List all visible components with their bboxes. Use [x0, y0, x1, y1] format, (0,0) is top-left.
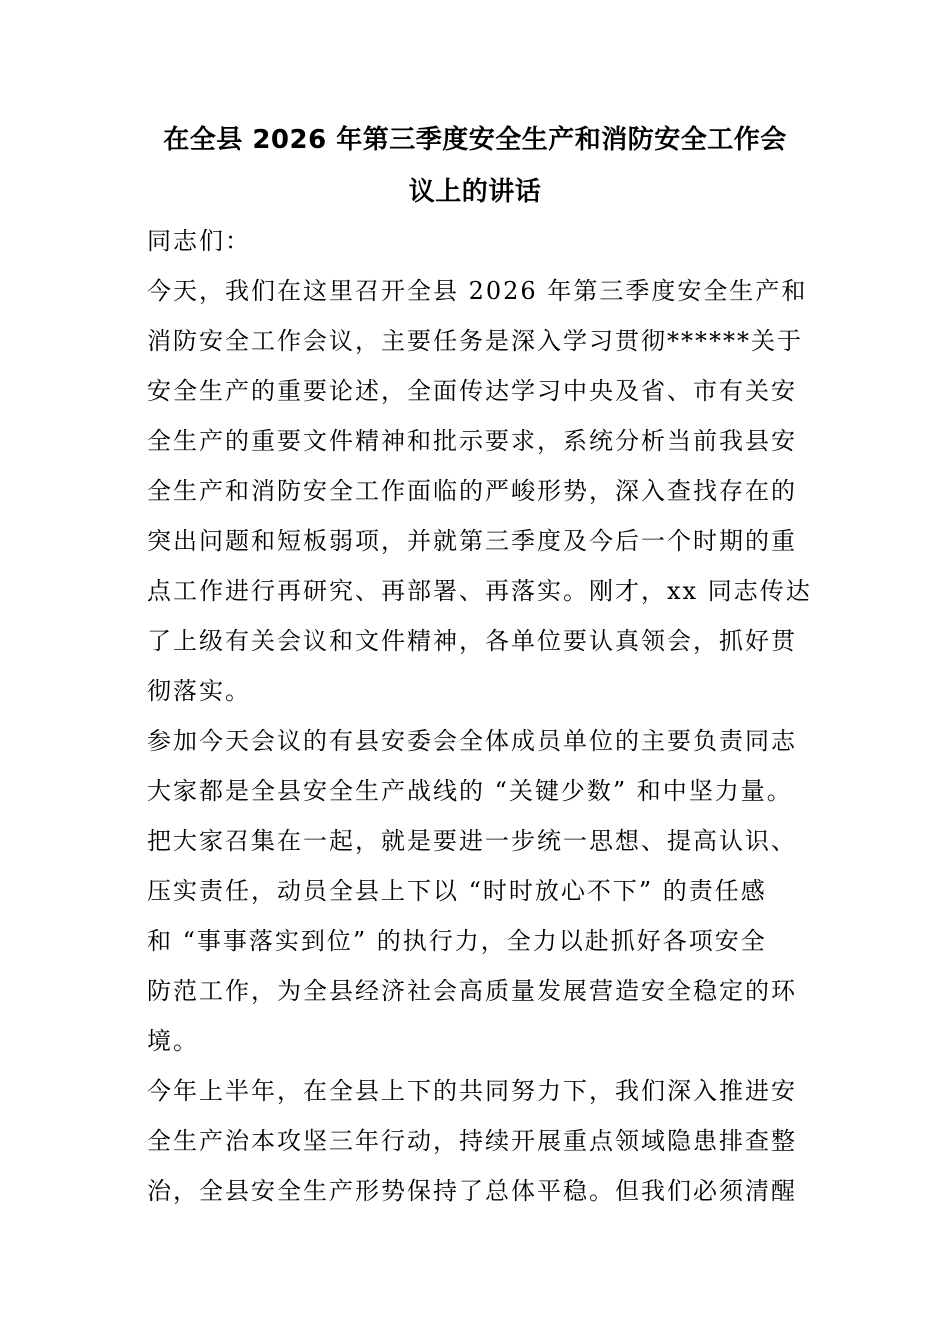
body-line: 安全生产的重要论述，全面传达学习中央及省、市有关安	[147, 377, 797, 405]
body-line: 消防安全工作会议，主要任务是深入学习贯彻******关于	[147, 327, 803, 355]
body-line: 全生产和消防安全工作面临的严峻形势，深入查找存在的	[147, 477, 797, 505]
body-line: 了上级有关会议和文件精神，各单位要认真领会，抓好贯	[147, 627, 797, 655]
body-line: 全生产的重要文件精神和批示要求，系统分析当前我县安	[147, 427, 797, 455]
body-line: 参加今天会议的有县安委会全体成员单位的主要负责同志	[147, 727, 797, 755]
body-line: 突出问题和短板弱项，并就第三季度及今后一个时期的重	[147, 527, 797, 555]
body-line: 防范工作，为全县经济社会高质量发展营造安全稳定的环	[147, 977, 797, 1005]
body-line: 治，全县安全生产形势保持了总体平稳。但我们必须清醒	[147, 1177, 797, 1205]
body-line: 全生产治本攻坚三年行动，持续开展重点领域隐患排查整	[147, 1127, 797, 1155]
body-line: 把大家召集在一起，就是要进一步统一思想、提高认识、	[147, 827, 797, 855]
body-line: 点工作进行再研究、再部署、再落实。刚才，xx 同志传达	[147, 577, 812, 605]
body-line: 同志们：	[147, 227, 251, 255]
body-line: 今天，我们在这里召开全县 2026 年第三季度安全生产和	[147, 277, 808, 305]
body-line: 今年上半年，在全县上下的共同努力下，我们深入推进安	[147, 1077, 797, 1105]
body-line: 境。	[147, 1027, 199, 1055]
body-line: 彻落实。	[147, 677, 251, 705]
document-title-line-1: 在全县 2026 年第三季度安全生产和消防安全工作会	[163, 125, 787, 155]
body-line: 大家都是全县安全生产战线的 “关键少数” 和中坚力量。	[147, 777, 793, 805]
body-line: 和 “事事落实到位” 的执行力，全力以赴抓好各项安全	[147, 927, 767, 955]
document-title-line-2: 议上的讲话	[408, 177, 542, 207]
body-line: 压实责任，动员全县上下以 “时时放心不下” 的责任感	[147, 877, 767, 905]
